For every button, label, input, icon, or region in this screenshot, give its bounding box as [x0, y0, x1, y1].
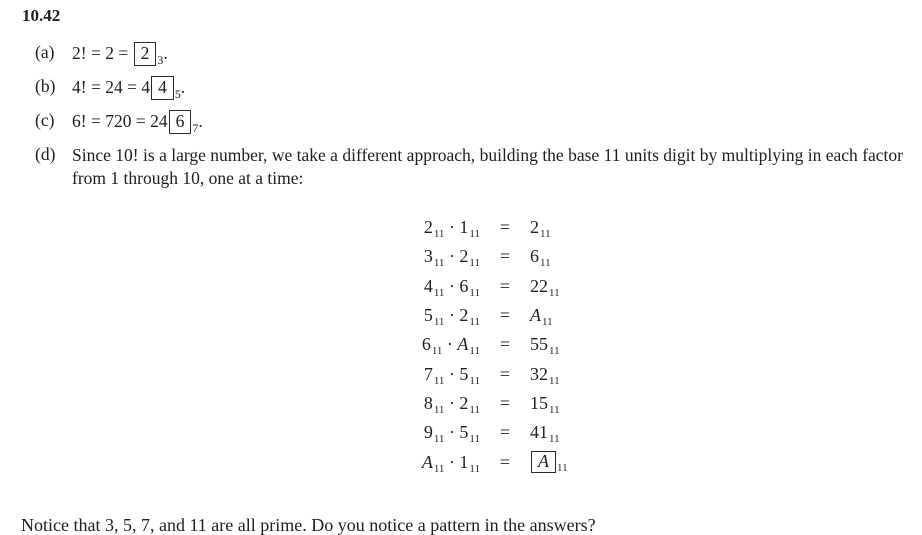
equation-rhs — [530, 217, 670, 241]
numeral-value: 2 — [459, 392, 469, 413]
base-subscript: 11 — [469, 403, 480, 416]
numeral-value: 5 — [459, 422, 469, 443]
part-c-expression — [72, 111, 203, 135]
numeral-value: 6 — [421, 334, 431, 355]
base-subscript: 11 — [433, 374, 445, 387]
part-d — [35, 144, 903, 190]
subscripted-numeral — [530, 334, 560, 358]
base-subscript: 11 — [540, 257, 551, 270]
numeral-value: 1 — [459, 217, 469, 238]
base-subscript: 5 — [174, 87, 181, 101]
numeral-value: A — [538, 450, 549, 471]
subscripted-numeral — [421, 334, 443, 358]
numeral-value: 6 — [459, 275, 469, 296]
subscripted-numeral — [459, 392, 480, 416]
subscripted-numeral — [457, 334, 480, 358]
expression-prefix: 2! = 2 = — [72, 43, 133, 63]
equals-sign: = — [499, 334, 511, 355]
equation-lhs: $9_{11} \cdot 5_{11}$ — [423, 422, 480, 446]
base-subscript: 3 — [157, 53, 164, 67]
equation-rhs — [530, 305, 670, 329]
numeral-value: 1 — [459, 451, 469, 472]
boxed-answer — [151, 76, 174, 100]
equation-row — [340, 330, 670, 359]
subscripted-numeral — [530, 450, 568, 474]
subscripted-numeral — [459, 422, 480, 446]
numeral-value: 15 — [530, 392, 548, 413]
equation-lhs: $4_{11} \cdot 6_{11}$ — [423, 275, 480, 299]
equation-row — [340, 301, 670, 330]
base-subscript: 11 — [433, 316, 445, 329]
base-subscript: 11 — [549, 403, 560, 416]
numeral-value: 2 — [459, 246, 469, 267]
subscripted-numeral — [459, 363, 480, 387]
base-subscript: 11 — [540, 228, 551, 241]
numeral-value: 9 — [423, 422, 433, 443]
numeral-value: 8 — [423, 392, 433, 413]
base-subscript: 11 — [431, 345, 443, 358]
equals-sign: = — [499, 363, 511, 384]
equation-row — [340, 213, 670, 242]
equation-lhs: $5_{11} \cdot 2_{11}$ — [423, 305, 480, 329]
numeral-value: 2 — [423, 217, 433, 238]
equals-sign: = — [499, 246, 511, 267]
base-subscript: 11 — [469, 286, 480, 299]
subscripted-numeral — [423, 246, 445, 270]
equation-lhs: $6_{11} \cdot A_{11}$ — [421, 334, 480, 358]
equation-row — [340, 359, 670, 388]
subscripted-numeral — [530, 422, 560, 446]
subscripted-numeral — [459, 246, 480, 270]
subscripted-numeral — [530, 392, 560, 416]
equation-rhs — [530, 334, 670, 358]
numeral-value: 2 — [459, 305, 469, 326]
numeral-value: 2 — [530, 217, 539, 238]
numeral-value: 7 — [423, 363, 433, 384]
boxed-answer-value: 4 — [158, 77, 167, 97]
base-subscript: 11 — [549, 433, 560, 446]
base-subscript: 11 — [549, 345, 560, 358]
part-d-label: (d) — [35, 144, 56, 164]
expression-prefix: 4! = 24 = 4 — [72, 77, 151, 97]
base-subscript: 11 — [469, 316, 480, 329]
base-subscript: 11 — [469, 462, 480, 475]
subscripted-numeral — [423, 363, 445, 387]
part-d-text: Since 10! is a large number, we take a different approach, building the base 11 units digit by multiplying in each factor from 1 through 10, one at a time: — [72, 145, 903, 188]
equation-row — [340, 418, 670, 447]
equals-sign: = — [499, 422, 511, 443]
problem-number: 10.42 — [22, 6, 61, 25]
equation-row — [340, 389, 670, 418]
part-a — [35, 42, 903, 66]
base-subscript: 11 — [433, 286, 445, 299]
numeral-value: 32 — [530, 363, 548, 384]
subscripted-numeral — [530, 246, 551, 270]
boxed-answer — [134, 42, 157, 66]
subscripted-numeral — [423, 305, 445, 329]
expression-prefix: 6! = 720 = 24 — [72, 111, 168, 131]
numeral-value: 4 — [423, 275, 433, 296]
part-c-label: (c) — [35, 110, 55, 130]
equals-sign: = — [499, 275, 511, 296]
base-subscript: 11 — [549, 286, 560, 299]
equation-row — [340, 242, 670, 271]
boxed-answer-value: 2 — [140, 43, 150, 63]
part-b-expression — [72, 77, 186, 101]
boxed-answer — [169, 110, 192, 134]
subscripted-numeral — [459, 217, 480, 241]
numeral-value: 3 — [423, 246, 433, 267]
subscripted-numeral — [459, 305, 480, 329]
subscripted-numeral — [530, 305, 553, 329]
equation-rhs — [530, 276, 670, 297]
base-subscript: 11 — [433, 228, 445, 241]
equation-row — [340, 272, 670, 301]
equation-rhs — [530, 422, 670, 446]
numeral-value: 5 — [459, 363, 469, 384]
subscripted-numeral — [530, 217, 551, 241]
base-subscript: 11 — [469, 257, 480, 270]
base-subscript: 11 — [557, 461, 568, 474]
base-subscript: 11 — [469, 345, 480, 358]
numeral-value: 41 — [530, 422, 548, 443]
base-subscript: 7 — [192, 121, 199, 135]
numeral-value: 6 — [530, 246, 539, 267]
base-subscript: 11 — [542, 316, 553, 329]
numeral-value: A — [530, 305, 541, 326]
equation-lhs: $3_{11} \cdot 2_{11}$ — [423, 246, 480, 270]
footer-note: Notice that 3, 5, 7, and 11 are all prime. Do you notice a pattern in the answers? — [21, 515, 596, 535]
equation-rhs — [530, 246, 670, 270]
expression-suffix: . — [163, 43, 168, 63]
equals-sign: = — [499, 392, 511, 413]
subscripted-numeral — [423, 422, 445, 446]
base-subscript: 11 — [469, 374, 480, 387]
base-subscript: 11 — [433, 257, 445, 270]
equals-sign: = — [499, 217, 511, 238]
expression-suffix: . — [180, 77, 186, 97]
equation-table — [340, 213, 670, 477]
equation-lhs: $7_{11} \cdot 5_{11}$ — [423, 363, 480, 387]
subscripted-numeral — [530, 275, 560, 299]
subscripted-numeral — [421, 451, 445, 475]
base-subscript: 11 — [549, 374, 560, 387]
base-subscript: 11 — [469, 228, 480, 241]
equation-lhs: $2_{11} \cdot 1_{11}$ — [423, 217, 480, 241]
subscripted-numeral — [423, 217, 445, 241]
part-a-expression — [72, 43, 168, 67]
subscripted-numeral — [423, 392, 445, 416]
subscripted-numeral — [530, 363, 560, 387]
subscripted-numeral — [459, 451, 480, 475]
equation-rhs — [530, 393, 670, 414]
subscripted-numeral — [459, 275, 480, 299]
base-subscript: 11 — [433, 433, 445, 446]
numeral-value: 55 — [530, 334, 548, 355]
equals-sign: = — [499, 451, 511, 472]
equation-rhs — [530, 451, 670, 474]
numeral-value: 5 — [423, 305, 433, 326]
equation-rhs — [530, 364, 670, 385]
equation-row — [340, 447, 670, 476]
base-subscript: 11 — [433, 403, 445, 416]
base-subscript: 11 — [433, 462, 445, 475]
numeral-value: 22 — [530, 275, 548, 296]
numeral-value: A — [457, 334, 469, 355]
part-b — [35, 76, 903, 100]
expression-suffix: . — [198, 111, 203, 131]
numeral-value: A — [421, 451, 433, 472]
part-c — [35, 110, 903, 134]
equals-sign: = — [499, 305, 511, 326]
boxed-answer — [531, 451, 556, 474]
subscripted-numeral — [423, 275, 445, 299]
equation-lhs: $8_{11} \cdot 2_{11}$ — [423, 392, 480, 416]
boxed-answer-value: 6 — [175, 111, 185, 131]
equation-lhs: $A_{11} \cdot 1_{11}$ — [421, 451, 480, 475]
part-a-label: (a) — [35, 42, 55, 62]
part-b-label: (b) — [35, 76, 56, 96]
base-subscript: 11 — [469, 433, 480, 446]
